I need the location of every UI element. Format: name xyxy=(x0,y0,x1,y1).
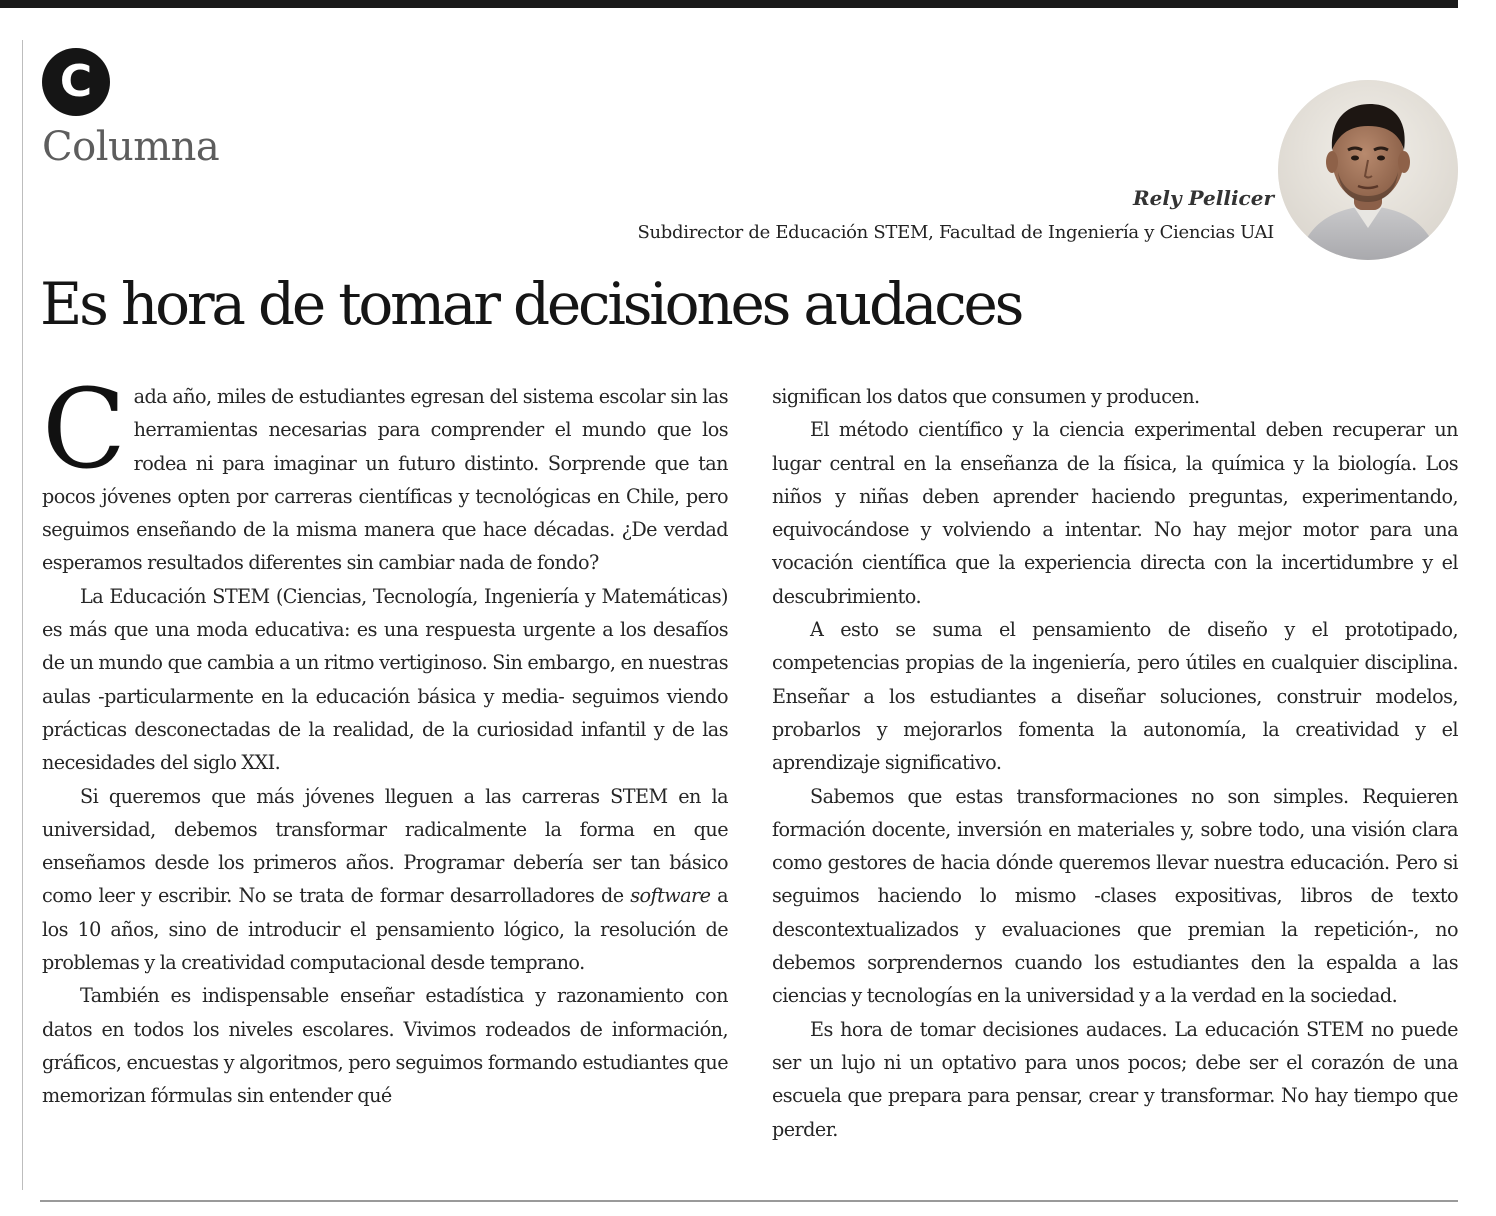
paragraph-2: La Educación STEM (Ciencias, Tecnología, Ingeniería y Matemáticas) es más que una moda educativa: es una respuesta urgente a los desafíos de un mundo que cambia a un ritmo vertiginoso. Sin embargo, en nuestras aulas -particularmente en la educación básica y media- seguimos viendo prácticas desconectadas de la realidad, de la curiosidad infantil y de las necesidades del siglo XXI. xyxy=(42,584,728,775)
section-badge: C xyxy=(42,48,110,116)
drop-cap: C xyxy=(42,365,126,493)
author-portrait-illustration xyxy=(1278,80,1458,260)
section-label: Columna xyxy=(42,124,220,170)
top-rule xyxy=(0,0,1458,8)
bottom-rule xyxy=(40,1200,1458,1202)
paragraph-8: Es hora de tomar decisiones audaces. La educación STEM no puede ser un lujo ni un optativo para unos pocos; debe ser el corazón de una escuela que prepara para pensar, crear y transformar. No hay tiempo que perder. xyxy=(772,1017,1458,1141)
paragraph-4-continued: significan los datos que consumen y producen. xyxy=(772,385,1200,408)
author-role: Subdirector de Educación STEM, Facultad de Ingeniería y Ciencias UAI xyxy=(637,222,1274,243)
author-photo xyxy=(1278,80,1458,260)
paragraph-3-text-b: a los 10 años, sino de introducir el pensamiento lógico, la resolución de problemas y la creatividad computacional desde temprano. xyxy=(42,884,728,975)
paragraph-4: También es indispensable enseñar estadística y razonamiento con datos en todos los niveles escolares. Vivimos rodeados de información, gráficos, encuestas y algoritmos, pero seguimos formando estudiantes que memorizan fórmulas sin entender qué xyxy=(42,984,728,1108)
paragraph-6: A esto se suma el pensamiento de diseño y el prototipado, competencias propias de la ingeniería, pero útiles en cualquier disciplina. Enseñar a los estudiantes a diseñar soluciones, construir modelos, probarlos y mejorarlos fomenta la autonomía, la creatividad y el aprendizaje significativo. xyxy=(772,618,1458,775)
left-column-rule xyxy=(22,40,23,1190)
page-right-margin xyxy=(1458,0,1496,1216)
headline: Es hora de tomar decisiones audaces xyxy=(40,270,1022,338)
paragraph-1 xyxy=(42,365,728,580)
paragraph-5: El método científico y la ciencia experimental deben recuperar un lugar central en la enseñanza de la física, la química y la biología. Los niños y niñas deben aprender haciendo preguntas, experimentando, equivocándose y volviendo a intentar. No hay mejor motor para una vocación científica que la experiencia directa con la incertidumbre y el descubrimiento. xyxy=(772,418,1458,608)
paragraph-3-italic: software xyxy=(630,884,711,908)
article-column-right xyxy=(772,380,1458,1146)
paragraph-1-text: ada año, miles de estudiantes egresan del sistema escolar sin las herramientas necesarias para comprender el mundo que los rodea ni para imaginar un futuro distinto. Sorprende que tan pocos jóvenes opten por carreras científicas y tecnológicas en Chile, pero seguimos enseñando de la misma manera que hace décadas. ¿De verdad esperamos resultados diferentes sin cambiar nada de fondo? xyxy=(42,385,728,575)
paragraph-7: Sabemos que estas transformaciones no son simples. Requieren formación docente, inversión en materiales y, sobre todo, una visión clara como gestores de hacia dónde queremos llevar nuestra educación. Pero si seguimos haciendo lo mismo -clases expositivas, libros de texto descontextualizados y evaluaciones que premian la repetición-, no debemos sorprendernos cuando los estudiantes den la espalda a las ciencias y tecnologías en la universidad y a la verdad en la sociedad. xyxy=(772,784,1458,1008)
paragraph-3 xyxy=(42,780,728,980)
author-name: Rely Pellicer xyxy=(1133,186,1274,210)
paragraph-3-text-a: Si queremos que más jóvenes lleguen a las carreras STEM en la universidad, debemos transformar radicalmente la forma en que enseñamos desde los primeros años. Programar debería ser tan básico como leer y escribir. No se trata de formar desarrolladores de xyxy=(42,784,728,908)
article-column-left xyxy=(42,365,728,1113)
